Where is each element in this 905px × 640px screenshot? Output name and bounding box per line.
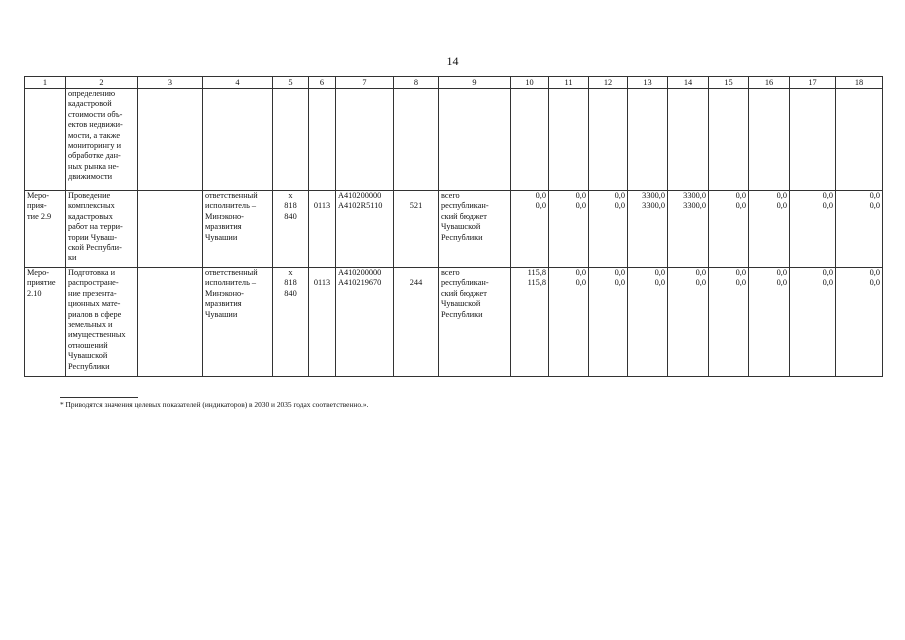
- activity-description: Проведение комплексных кадастровых работ на терри- тории Чуваш- ской Республи- ки: [66, 191, 138, 268]
- table-cell: [309, 89, 336, 191]
- table-cell: всего: [439, 191, 511, 202]
- table-cell: 0,0: [749, 278, 790, 376]
- table-cell: 0,0: [790, 278, 836, 376]
- program-table: [24, 76, 883, 377]
- table-cell: [749, 89, 790, 191]
- table-cell: [309, 191, 336, 202]
- table-cell: х: [273, 267, 309, 278]
- table-cell: 0,0: [790, 191, 836, 202]
- col-header: 15: [709, 77, 749, 89]
- table-cell: [628, 89, 668, 191]
- table-cell: 0,0: [628, 267, 668, 278]
- table-cell: [511, 89, 549, 191]
- table-cell: 0,0: [709, 278, 749, 376]
- table-cell: [394, 191, 439, 202]
- table-cell: 0,0: [790, 201, 836, 267]
- table-cell: [273, 89, 309, 191]
- col-header: 9: [439, 77, 511, 89]
- table-cell: 0,0: [589, 278, 628, 376]
- table-cell: 0,0: [628, 278, 668, 376]
- table-cell: [549, 89, 589, 191]
- table-cell: 0,0: [836, 201, 883, 267]
- footnote-divider: [60, 397, 138, 398]
- table-cell: [668, 89, 709, 191]
- table-row: [25, 191, 883, 202]
- table-cell: 0,0: [549, 201, 589, 267]
- table-cell: 0,0: [709, 267, 749, 278]
- table-cell: [439, 89, 511, 191]
- table-cell: 3300,0: [668, 191, 709, 202]
- col-header: 3: [138, 77, 203, 89]
- column-number-header: [25, 77, 883, 89]
- col-header: 4: [203, 77, 273, 89]
- table-cell: 0,0: [790, 267, 836, 278]
- table-cell: 0,0: [749, 191, 790, 202]
- table-cell: [709, 89, 749, 191]
- col-header: 18: [836, 77, 883, 89]
- table-cell: 0,0: [709, 191, 749, 202]
- table-cell: 0,0: [511, 201, 549, 267]
- table-cell: [589, 89, 628, 191]
- continuation-row: [25, 89, 883, 191]
- table-cell: 0,0: [668, 267, 709, 278]
- table-cell: 0,0: [511, 191, 549, 202]
- table-cell: 3300,0: [668, 201, 709, 267]
- footnote: * Приводятся значения целевых показателей (индикаторов) в 2030 и 2035 годах соответственно.».: [60, 400, 369, 409]
- table-cell: 0,0: [836, 267, 883, 278]
- table-cell: [394, 267, 439, 278]
- col-header: 5: [273, 77, 309, 89]
- col-header: 10: [511, 77, 549, 89]
- col-header: 13: [628, 77, 668, 89]
- table-cell: 0,0: [709, 201, 749, 267]
- table-cell: всего: [439, 267, 511, 278]
- table-cell: 0,0: [589, 191, 628, 202]
- col-header: 7: [336, 77, 394, 89]
- col-header: 1: [25, 77, 66, 89]
- activity-description: Подготовка и распростране- ние презента- ционных мате- риалов в сфере земельных и имущественных отношений Чувашской Республики: [66, 267, 138, 376]
- executor: ответственный исполнитель – Минэконо- мразвития Чувашии: [203, 267, 273, 376]
- table-cell: 0,0: [589, 267, 628, 278]
- table-cell: [203, 89, 273, 191]
- table-cell: [336, 89, 394, 191]
- col-header: 6: [309, 77, 336, 89]
- table-cell: 115,8: [511, 278, 549, 376]
- table-cell: А410200000: [336, 191, 394, 202]
- table-cell: [790, 89, 836, 191]
- activity-label: Меро- прия- тие 2.9: [25, 191, 66, 268]
- table-cell: [394, 89, 439, 191]
- table-cell: 818 840: [273, 201, 309, 267]
- table-cell: [25, 89, 66, 191]
- table-cell: 115,8: [511, 267, 549, 278]
- col-header: 16: [749, 77, 790, 89]
- table-cell: 0,0: [836, 191, 883, 202]
- col-header: 8: [394, 77, 439, 89]
- table-cell: х: [273, 191, 309, 202]
- table-cell: республикан- ский бюджет Чувашской Республики: [439, 278, 511, 376]
- table-cell: [138, 267, 203, 376]
- table-cell: 0,0: [836, 278, 883, 376]
- table-cell: 818 840: [273, 278, 309, 376]
- table-cell: 3300,0: [628, 201, 668, 267]
- table-cell: 0,0: [749, 267, 790, 278]
- table-row: [25, 267, 883, 278]
- table-cell: республикан- ский бюджет Чувашской Республики: [439, 201, 511, 267]
- table-cell: [138, 89, 203, 191]
- table-cell: 244: [394, 278, 439, 376]
- table-cell: 0,0: [749, 201, 790, 267]
- table-cell: 0113: [309, 201, 336, 267]
- table-cell: 3300,0: [628, 191, 668, 202]
- col-header: 11: [549, 77, 589, 89]
- table-cell: 0113: [309, 278, 336, 376]
- executor: ответственный исполнитель – Минэконо- мразвития Чувашии: [203, 191, 273, 268]
- table-cell: 521: [394, 201, 439, 267]
- table-cell: А4102R5110: [336, 201, 394, 267]
- table-cell: [138, 191, 203, 268]
- table-cell: [309, 267, 336, 278]
- table-cell: 0,0: [549, 267, 589, 278]
- col-header: 17: [790, 77, 836, 89]
- continuation-text: определению кадастровой стоимости объ- ектов недвижи- мости, а также мониторингу и обработке дан- ных рынка не- движимости: [66, 89, 138, 191]
- page-number: 14: [446, 54, 459, 68]
- table-cell: 0,0: [549, 191, 589, 202]
- table-cell: А410200000: [336, 267, 394, 278]
- table-cell: [836, 89, 883, 191]
- table-cell: 0,0: [589, 201, 628, 267]
- col-header: 2: [66, 77, 138, 89]
- table-cell: 0,0: [668, 278, 709, 376]
- col-header: 12: [589, 77, 628, 89]
- table-cell: 0,0: [549, 278, 589, 376]
- table-cell: А410219670: [336, 278, 394, 376]
- activity-label: Меро- приятие 2.10: [25, 267, 66, 376]
- col-header: 14: [668, 77, 709, 89]
